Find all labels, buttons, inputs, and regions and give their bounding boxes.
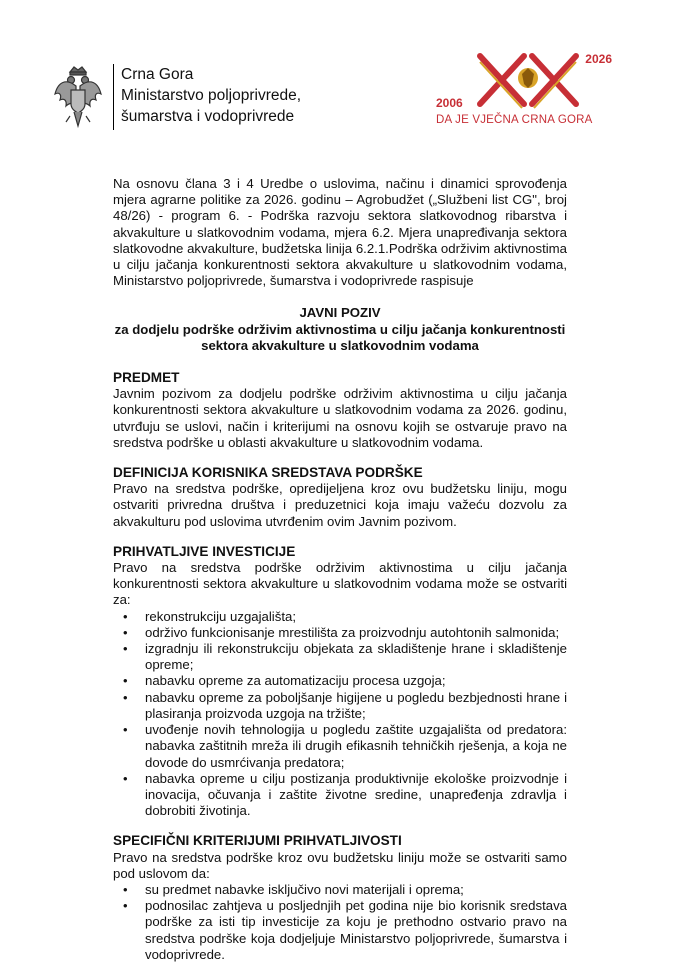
section-text-predmet: Javnim pozivom za dodjelu podrške održivim aktivnostima u cilju jačanja konkurentnosti sektora akvakulture u slatkovodnim vodama za 2026. godinu, utvrđuju se uslovi, način i kriterijumi na osnovu kojih se ostvaruje pravo na sredstva podrške u oblasti akvakulture u slatkovodnim vodama.	[113, 386, 567, 450]
section-text-investicije: Pravo na sredstva podrške održivim aktivnostima u cilju jačanja konkurentnosti sektora akvakulture u slatkovodnim vodama može se ostvariti za:	[113, 560, 567, 608]
call-subtitle: za dodjelu podrške održivim aktivnostima u cilju jačanja konkurentnosti sektora akvakulture u slatkovodnim vodama	[114, 321, 566, 353]
document-body	[113, 176, 567, 963]
xx-emblem-icon	[472, 50, 592, 110]
list-item: • su predmet nabavke isključivo novi materijali i oprema;	[123, 881, 464, 897]
section-heading-investicije: PRIHVATLJIVE INVESTICIJE	[113, 543, 296, 559]
ministry-line-2: šumarstva i vodoprivrede	[121, 108, 295, 125]
bullet-icon: •	[123, 722, 128, 738]
jubilee-logo	[432, 50, 612, 134]
list-item: • nabavka opreme u cilju postizanja produktivnije ekološke proizvodnje i inovacija, očuvanja i zaštite životne sredine, unapređenja zdravlja i dobrobiti životinja.	[123, 770, 567, 819]
investment-list	[113, 609, 567, 820]
call-heading: JAVNI POZIV	[299, 305, 381, 321]
criteria-list	[113, 882, 567, 963]
header-divider	[113, 64, 114, 130]
bullet-icon: •	[123, 673, 128, 689]
call-title	[113, 305, 567, 354]
list-item: • izgradnju ili rekonstrukciju objekata za skladištenje hrane i skladištenje opreme;	[123, 641, 567, 673]
list-item: • održivo funkcionisanje mrestilišta za proizvodnju autohtonih salmonida;	[123, 624, 560, 640]
section-heading-kriterijumi: SPECIFIČNI KRITERIJUMI PRIHVATLJIVOSTI	[113, 833, 402, 849]
bullet-icon: •	[123, 641, 128, 657]
bullet-icon: •	[123, 689, 128, 705]
list-item: • uvođenje novih tehnologija u pogledu zaštite uzgajališta od predatora: nabavka zaštitnih mreža ili drugih efikasnih tehničkih rješenja, a koja ne dovode do usmrćivanja predatora;	[123, 722, 567, 770]
country-name: Crna Gora	[121, 66, 194, 83]
list-item: • nabavku opreme za poboljšanje higijene u pogledu bezbjednosti hrane i plasiranja proizvoda uzgoja na tržište;	[123, 689, 567, 721]
section-text-definicija: Pravo na sredstva podrške, opredijeljena kroz ovu budžetsku liniju, mogu ostvariti privredna društva i preduzetnici koja imaju važeću dozvolu za akvakulturu pod uslovima utvrđenim ovim Javnim pozivom.	[113, 481, 567, 529]
ministry-line-1: Ministarstvo poljoprivrede,	[121, 87, 302, 104]
bullet-icon: •	[123, 898, 128, 914]
section-heading-predmet: PREDMET	[113, 370, 180, 386]
list-item: • rekonstrukciju uzgajališta;	[123, 608, 296, 624]
bullet-icon: •	[123, 608, 128, 624]
jubilee-year-start: 2006	[436, 96, 463, 110]
list-item: • podnosilac zahtjeva u posljednjih pet godina nije bio korisnik sredstava podrške za isti tip investicije za koju je prethodno ostvario pravo na sredstva podrške koja dodjeljuje Ministarstvo poljoprivrede, šumarstva i vodoprivrede.	[123, 898, 567, 962]
list-item: • nabavku opreme za automatizaciju procesa uzgoja;	[123, 673, 446, 689]
section-heading-definicija: DEFINICIJA KORISNIKA SREDSTAVA PODRŠKE	[113, 465, 423, 481]
ministry-name	[121, 64, 301, 127]
section-text-kriterijumi: Pravo na sredstva podrške kroz ovu budžetsku liniju može se ostvariti samo pod uslovom da:	[113, 849, 567, 881]
jubilee-year-end: 2026	[585, 52, 612, 66]
bullet-icon: •	[123, 624, 128, 640]
bullet-icon: •	[123, 770, 128, 786]
intro-paragraph: Na osnovu člana 3 i 4 Uredbe o uslovima, načinu i dinamici sprovođenja mjera agrarne politike za 2026. godinu – Agrobudžet („Službeni list CG", broj 48/26) - program 6. - Podrška razvoju sektora slatkovodnog ribarstva i akvakulture u slatkovodnim vodama, mjera 6.2. Mjera unapređivanja sektora slatkovodne akvakulture, budžetska linija 6.2.1.Podrška održivim aktivnostima u cilju jačanja konkurentnosti sektora akvakulture u slatkovodnim vodama, Ministarstvo poljoprivrede, šumarstva i vodoprivrede raspisuje	[113, 176, 567, 289]
jubilee-slogan: DA JE VJEČNA CRNA GORA	[436, 114, 593, 126]
bullet-icon: •	[123, 881, 128, 897]
coat-of-arms-icon	[52, 64, 104, 132]
